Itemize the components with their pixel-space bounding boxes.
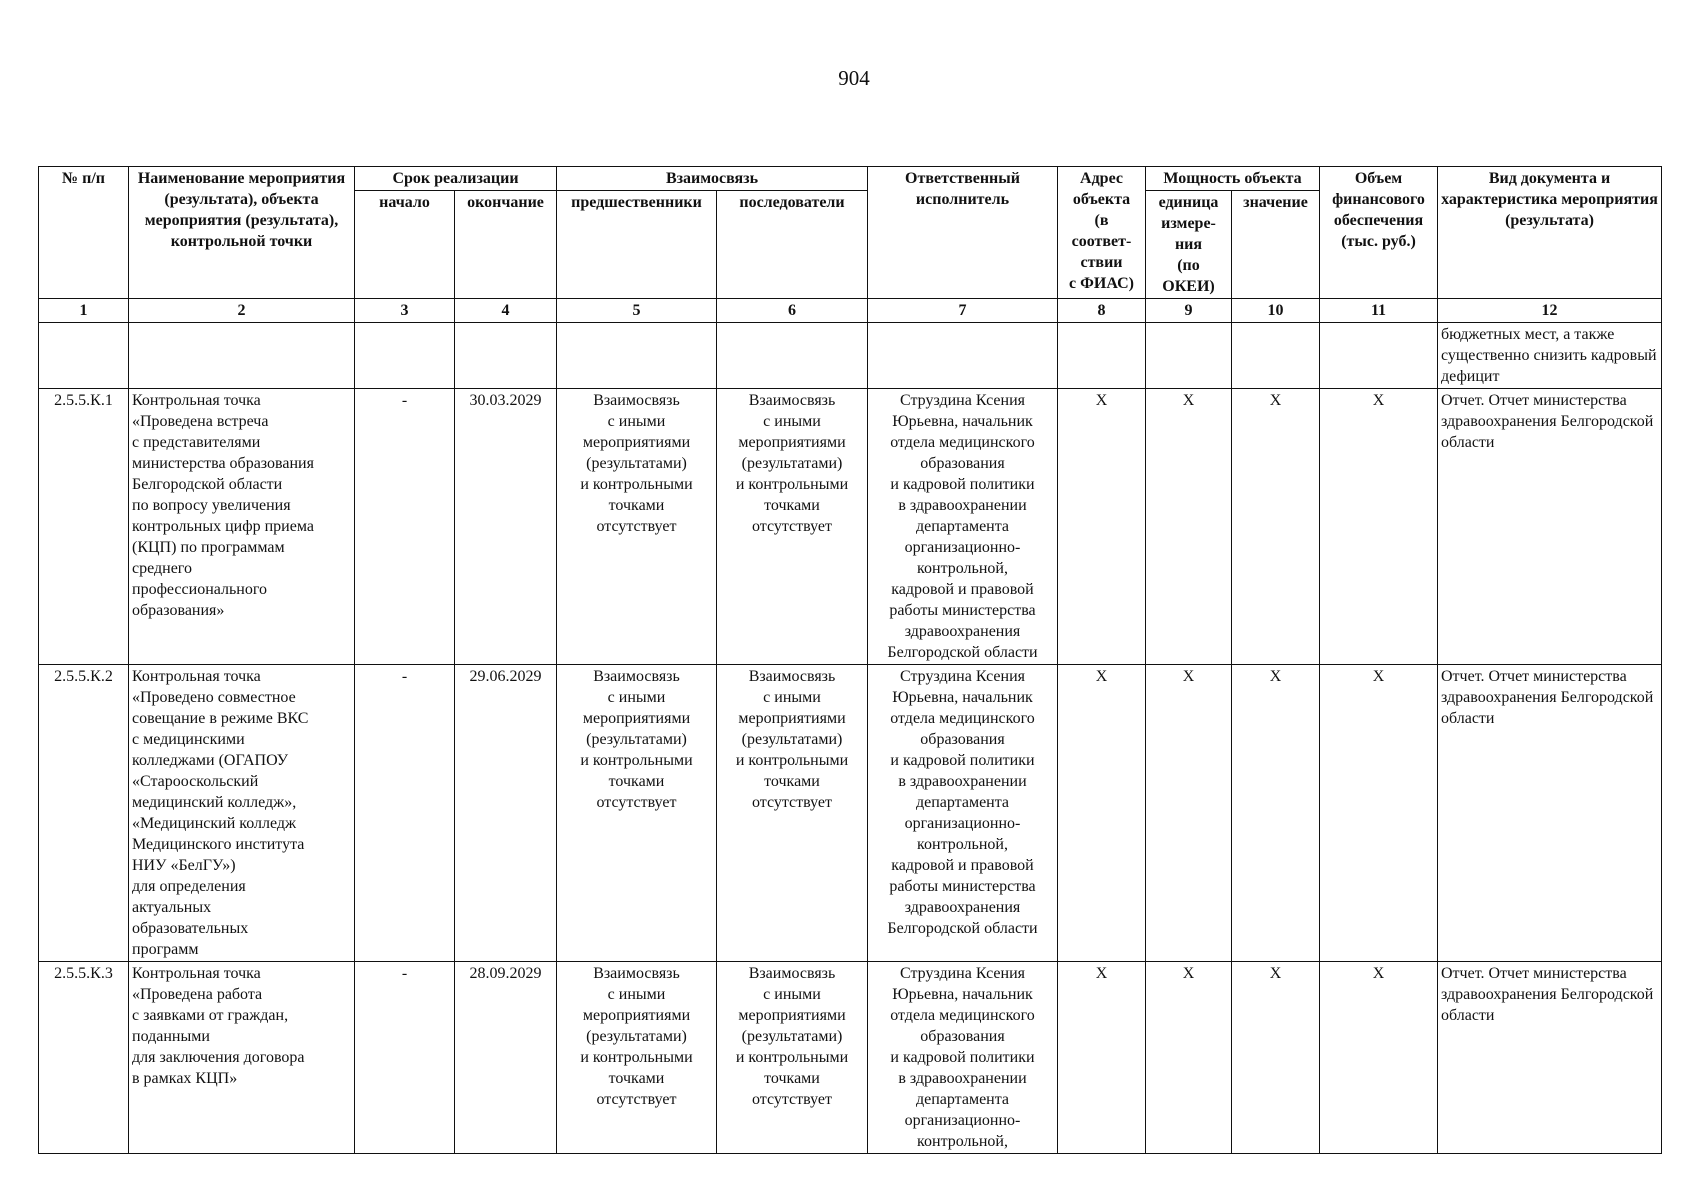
cell-end: 30.03.2029 [455,389,557,665]
table-row [39,665,1662,962]
cell-unit: Х [1146,665,1232,962]
header-name: Наименование мероприятия (результата), объекта мероприятия (результата), контрольной точки [129,167,355,299]
cell-empty [355,323,455,389]
header-link-pred: предшественники [557,191,717,299]
cell-empty [557,323,717,389]
column-number: 11 [1320,299,1438,323]
cell-unit: Х [1146,389,1232,665]
cell-empty [39,323,129,389]
cell-empty [1146,323,1232,389]
column-number: 12 [1438,299,1662,323]
cell-pred: Взаимосвязь с иными мероприятиями (результатами) и контрольными точками отсутствует [557,665,717,962]
cell-succ: Взаимосвязь с иными мероприятиями (результатами) и контрольными точками отсутствует [717,665,868,962]
column-number: 4 [455,299,557,323]
cell-doc: бюджетных мест, а также существенно снизить кадровый дефицит [1438,323,1662,389]
cell-succ: Взаимосвязь с иными мероприятиями (результатами) и контрольными точками отсутствует [717,389,868,665]
cell-doc: Отчет. Отчет министерства здравоохранения Белгородской области [1438,962,1662,1154]
header-link-succ: последователи [717,191,868,299]
cell-unit: Х [1146,962,1232,1154]
cell-name: Контрольная точка «Проведена встреча с представителями министерства образования Белгородской области по вопросу увеличения контрольных цифр приема (КЦП) по программам среднего профессионального образования» [129,389,355,665]
header-term-start: начало [355,191,455,299]
cell-responsible: Струздина Ксения Юрьевна, начальник отдела медицинского образования и кадровой политики в здравоохранении департамента организационно- контрольной, [868,962,1058,1154]
column-number: 5 [557,299,717,323]
cell-finance: Х [1320,389,1438,665]
cell-start: - [355,962,455,1154]
header-responsible: Ответственный исполнитель [868,167,1058,299]
cell-name: Контрольная точка «Проведено совместное совещание в режиме ВКС с медицинскими колледжами (ОГАПОУ «Старооскольский медицинский колледж», «Медицинский колледж Медицинского института НИУ «БелГУ») для определения актуальных образовательных программ [129,665,355,962]
cell-responsible: Струздина Ксения Юрьевна, начальник отдела медицинского образования и кадровой политики в здравоохранении департамента организационно- контрольной, кадровой и правовой работы министерства здравоохранения Белгородской области [868,389,1058,665]
column-number: 9 [1146,299,1232,323]
cell-empty [868,323,1058,389]
cell-pred: Взаимосвязь с иными мероприятиями (результатами) и контрольными точками отсутствует [557,962,717,1154]
cell-end: 29.06.2029 [455,665,557,962]
header-num: № п/п [39,167,129,299]
header-doc: Вид документа и характеристика мероприятия (результата) [1438,167,1662,299]
column-number: 7 [868,299,1058,323]
column-number-row [39,299,1662,323]
column-number: 2 [129,299,355,323]
column-number: 1 [39,299,129,323]
page-number: 904 [838,66,870,90]
cell-num: 2.5.5.К.3 [39,962,129,1154]
cell-empty [455,323,557,389]
cell-value: Х [1232,962,1320,1154]
cell-doc: Отчет. Отчет министерства здравоохранения Белгородской области [1438,665,1662,962]
column-number: 3 [355,299,455,323]
cell-start: - [355,665,455,962]
cell-empty [129,323,355,389]
header-finance: Объем финансового обеспечения (тыс. руб.) [1320,167,1438,299]
cell-address: Х [1058,389,1146,665]
cell-empty [1058,323,1146,389]
cell-empty [1320,323,1438,389]
cell-succ: Взаимосвязь с иными мероприятиями (результатами) и контрольными точками отсутствует [717,962,868,1154]
column-number: 10 [1232,299,1320,323]
cell-finance: Х [1320,962,1438,1154]
cell-start: - [355,389,455,665]
plan-table [38,166,1662,1154]
table-row-continuation [39,323,1662,389]
cell-num: 2.5.5.К.1 [39,389,129,665]
cell-address: Х [1058,962,1146,1154]
cell-value: Х [1232,665,1320,962]
cell-address: Х [1058,665,1146,962]
header-term: Срок реализации [355,167,557,191]
cell-finance: Х [1320,665,1438,962]
header-term-end: окончание [455,191,557,299]
cell-name: Контрольная точка «Проведена работа с заявками от граждан, поданными для заключения договора в рамках КЦП» [129,962,355,1154]
header-row-top [39,167,1662,191]
cell-value: Х [1232,389,1320,665]
column-number: 6 [717,299,868,323]
cell-empty [717,323,868,389]
header-address: Адрес объекта (в соответ- ствии с ФИАС) [1058,167,1146,299]
header-capacity: Мощность объекта [1146,167,1320,191]
cell-doc: Отчет. Отчет министерства здравоохранения Белгородской области [1438,389,1662,665]
table-row [39,389,1662,665]
cell-end: 28.09.2029 [455,962,557,1154]
table-row [39,962,1662,1154]
header-link: Взаимосвязь [557,167,868,191]
column-number: 8 [1058,299,1146,323]
cell-num: 2.5.5.К.2 [39,665,129,962]
cell-empty [1232,323,1320,389]
cell-responsible: Струздина Ксения Юрьевна, начальник отдела медицинского образования и кадровой политики в здравоохранении департамента организационно- контрольной, кадровой и правовой работы министерства здравоохранения Белгородской области [868,665,1058,962]
header-capacity-value: значение [1232,191,1320,299]
header-capacity-unit: единица измере- ния (по ОКЕИ) [1146,191,1232,299]
cell-pred: Взаимосвязь с иными мероприятиями (результатами) и контрольными точками отсутствует [557,389,717,665]
